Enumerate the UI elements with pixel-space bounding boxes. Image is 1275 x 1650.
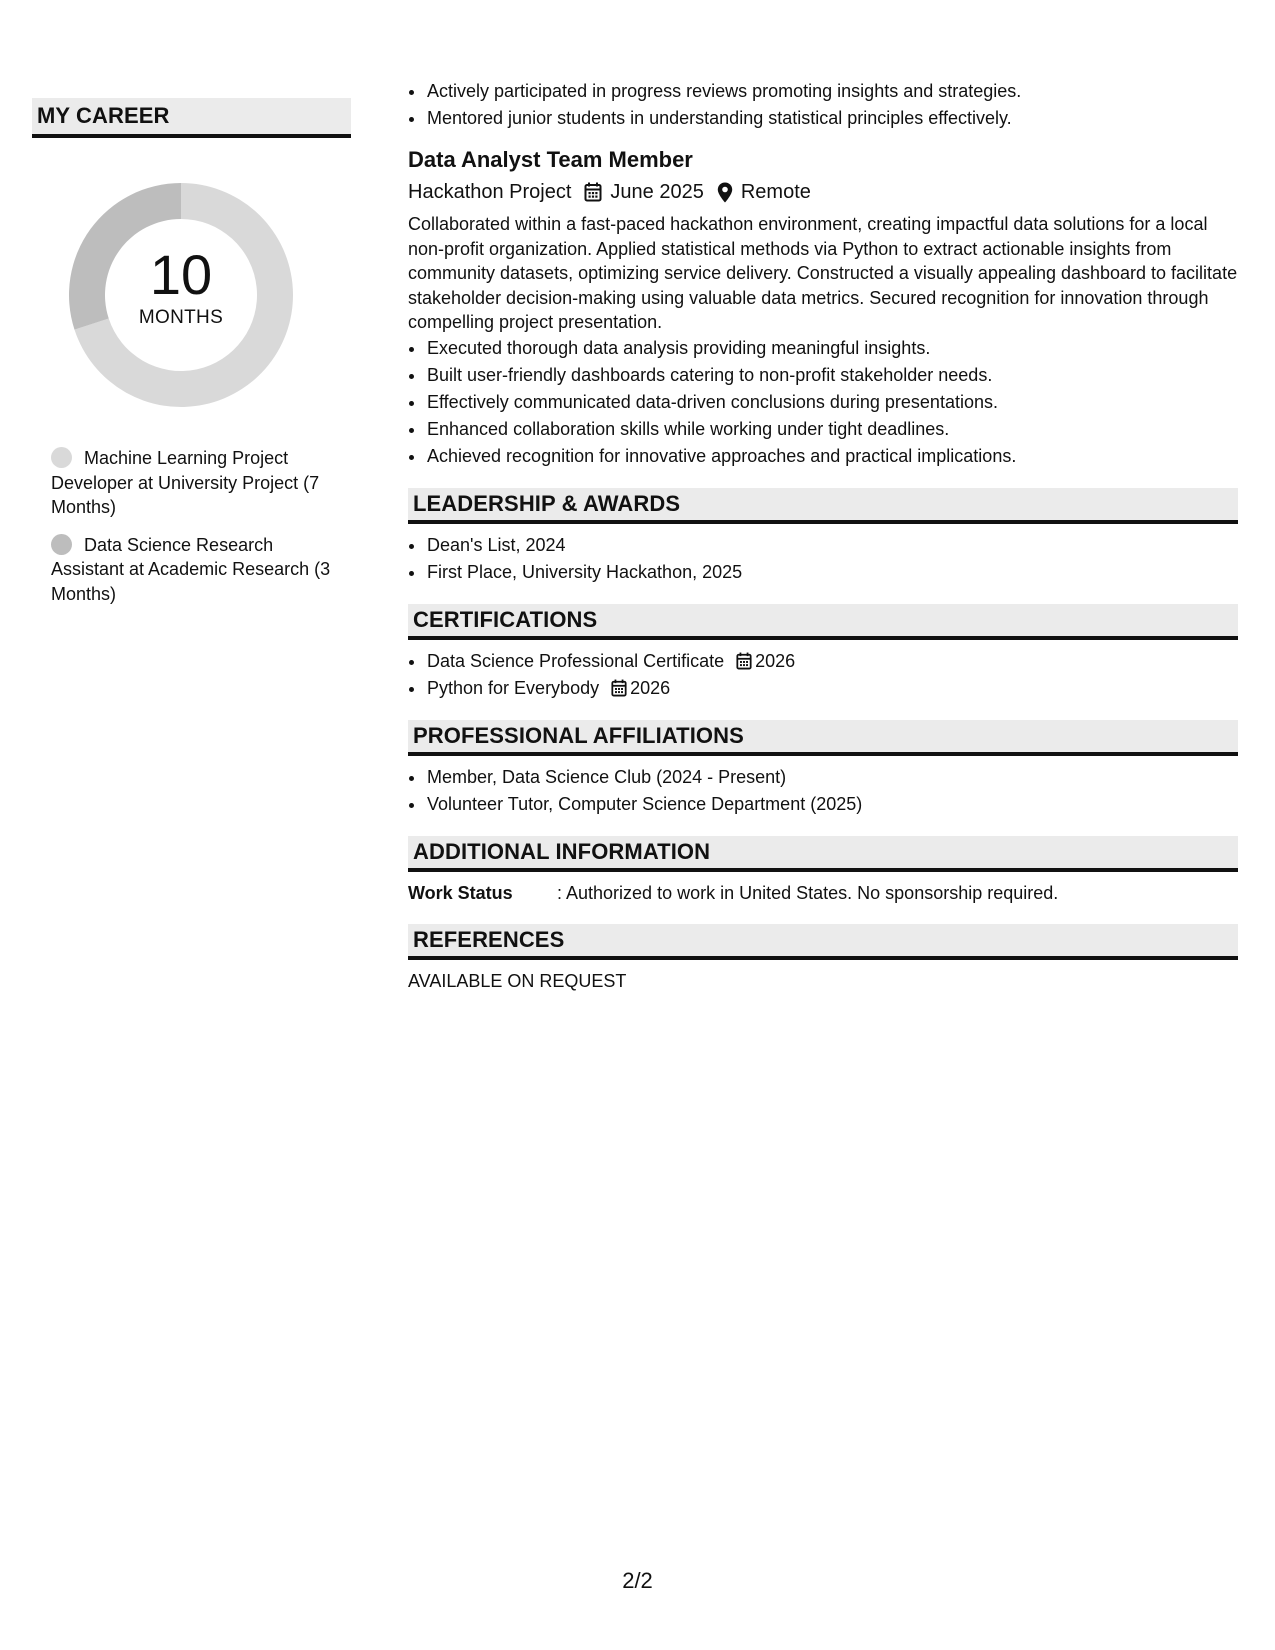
list-item <box>426 648 1238 675</box>
references-text: AVAILABLE ON REQUEST <box>408 970 627 991</box>
certification-name: Data Science Professional Certificate <box>427 650 725 671</box>
calendar-icon <box>736 652 752 670</box>
job-company: Hackathon Project <box>408 181 572 203</box>
certification-name: Python for Everybody <box>427 677 600 698</box>
list-item: • Built user-friendly dashboards catering to non-profit stakeholder needs. <box>426 362 1238 389</box>
work-status-row <box>408 880 1238 906</box>
job-date: June 2025 <box>610 181 704 203</box>
section-header-affiliations: PROFESSIONAL AFFILIATIONS <box>408 720 1238 756</box>
list-item: • Mentored junior students in understanding statistical principles effectively. <box>426 105 1238 132</box>
job-bullets <box>408 335 1238 470</box>
certifications-list <box>408 648 1238 702</box>
section-header-certifications: CERTIFICATIONS <box>408 604 1238 640</box>
list-item: • Actively participated in progress reviews promoting insights and strategies. <box>426 78 1238 105</box>
list-item: • Achieved recognition for innovative approaches and practical implications. <box>426 443 1238 470</box>
calendar-icon <box>611 679 627 697</box>
list-item: • Dean's List, 2024 <box>426 532 1238 559</box>
list-item: • Executed thorough data analysis providing meaningful insights. <box>426 335 1238 362</box>
donut-center <box>66 180 296 410</box>
total-months-value: 10 <box>149 243 213 306</box>
sidebar <box>32 98 351 619</box>
legend-label: Machine Learning Project Developer at University Project (7 Months) <box>51 448 320 517</box>
career-donut-chart <box>66 180 296 410</box>
job-title: Data Analyst Team Member <box>408 147 693 172</box>
section-header-leadership: LEADERSHIP & AWARDS <box>408 488 1238 524</box>
list-item: • Enhanced collaboration skills while working under tight deadlines. <box>426 416 1238 443</box>
section-header-additional-info: ADDITIONAL INFORMATION <box>408 836 1238 872</box>
job-meta <box>408 178 1238 206</box>
section-header-career: MY CAREER <box>32 98 351 138</box>
legend-item <box>51 446 336 520</box>
legend-dot <box>51 534 72 555</box>
job-description: Collaborated within a fast-paced hackathon environment, creating impactful data solutions for a local non-profit organization. Applied statistical methods via Python to extract actionable insights from community datasets, optimizing service delivery. Constructed a visually appealing dashboard to facilitate stakeholder decision-making using valuable data metrics. Secured recognition for innovation through compelling project presentation. <box>408 214 1238 332</box>
legend-item <box>51 533 336 607</box>
leadership-list <box>408 532 1238 586</box>
work-status-value: : Authorized to work in United States. No sponsorship required. <box>557 882 1059 903</box>
map-pin-icon <box>717 182 733 203</box>
main-content <box>408 78 1238 994</box>
previous-job-bullets <box>408 78 1238 132</box>
page-number: 2/2 <box>622 1568 653 1593</box>
affiliations-list <box>408 764 1238 818</box>
calendar-icon <box>584 182 602 202</box>
list-item: • Volunteer Tutor, Computer Science Department (2025) <box>426 791 1238 818</box>
list-item <box>426 675 1238 702</box>
total-months-unit: MONTHS <box>138 307 224 328</box>
legend-label: Data Science Research Assistant at Academic Research (3 Months) <box>51 534 331 604</box>
work-status-label: Work Status <box>408 882 513 903</box>
certification-year: 2026 <box>630 677 671 698</box>
section-header-references: REFERENCES <box>408 924 1238 960</box>
certification-year: 2026 <box>755 650 796 671</box>
career-legend <box>32 446 351 606</box>
list-item: • Effectively communicated data-driven conclusions during presentations. <box>426 389 1238 416</box>
legend-dot <box>51 447 72 468</box>
job-location: Remote <box>740 181 811 203</box>
list-item: • Member, Data Science Club (2024 - Present) <box>426 764 1238 791</box>
list-item: • First Place, University Hackathon, 2025 <box>426 559 1238 586</box>
